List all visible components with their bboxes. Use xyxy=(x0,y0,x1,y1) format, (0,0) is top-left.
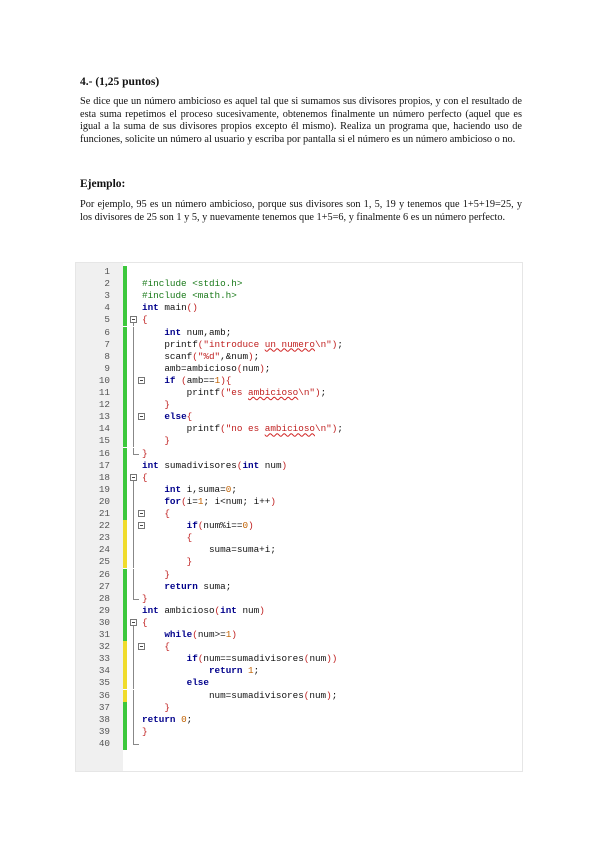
fold-guide xyxy=(129,569,143,581)
code-text: printf("es ambicioso\n"); xyxy=(142,387,327,398)
code-text: int sumadivisores(int num) xyxy=(142,459,288,471)
fold-end xyxy=(129,448,143,460)
fold-guide xyxy=(129,327,143,339)
code-text: { xyxy=(142,314,148,326)
change-marker xyxy=(123,266,127,278)
change-marker xyxy=(123,653,127,665)
line-number: 1 xyxy=(104,266,110,277)
line-number: 4 xyxy=(104,302,110,314)
code-line xyxy=(76,484,522,496)
change-marker xyxy=(123,339,127,351)
change-marker xyxy=(123,617,127,629)
code-line xyxy=(76,569,522,581)
change-marker xyxy=(123,387,127,399)
change-marker xyxy=(123,351,127,363)
change-marker xyxy=(123,593,127,605)
code-line xyxy=(76,738,522,750)
line-number: 32 xyxy=(98,641,110,653)
line-number: 10 xyxy=(98,374,110,386)
line-number: 27 xyxy=(98,580,110,592)
code-line xyxy=(76,714,522,726)
change-marker xyxy=(123,690,127,702)
fold-guide xyxy=(129,423,143,435)
line-number: 13 xyxy=(98,411,110,423)
code-line xyxy=(76,339,522,351)
code-text: int main() xyxy=(142,302,198,314)
line-number: 29 xyxy=(98,604,110,616)
change-marker xyxy=(123,677,127,689)
line-number: 23 xyxy=(98,532,110,544)
code-text: } xyxy=(164,435,170,447)
fold-guide xyxy=(129,532,143,544)
line-number: 33 xyxy=(98,653,110,665)
fold-end xyxy=(129,593,143,605)
change-marker xyxy=(123,665,127,677)
code-text: { xyxy=(164,508,170,519)
change-marker xyxy=(123,435,127,447)
code-line xyxy=(76,363,522,375)
code-line xyxy=(76,702,522,714)
line-number: 37 xyxy=(98,701,110,713)
line-number: 9 xyxy=(104,362,110,374)
line-number: 40 xyxy=(98,737,110,749)
line-number: 31 xyxy=(98,629,110,640)
change-marker xyxy=(123,726,127,738)
change-marker xyxy=(123,714,127,726)
code-line xyxy=(76,411,522,423)
change-marker xyxy=(123,641,127,653)
change-marker xyxy=(123,544,127,556)
code-line xyxy=(76,653,522,665)
code-text: } xyxy=(164,568,170,580)
change-marker xyxy=(123,520,127,532)
change-marker xyxy=(123,448,127,460)
code-line xyxy=(76,605,522,617)
code-text: else{ xyxy=(164,411,193,423)
code-line xyxy=(76,593,522,605)
code-line xyxy=(76,302,522,314)
line-number: 24 xyxy=(98,544,110,556)
line-number: 26 xyxy=(98,568,110,580)
line-number: 7 xyxy=(104,338,110,350)
fold-toggle[interactable] xyxy=(129,520,143,532)
code-text: } xyxy=(142,725,148,737)
change-marker xyxy=(123,314,127,326)
change-marker xyxy=(123,496,127,508)
change-marker xyxy=(123,581,127,593)
fold-toggle[interactable] xyxy=(129,641,143,653)
fold-guide xyxy=(129,665,143,677)
fold-guide xyxy=(129,581,143,593)
code-text: { xyxy=(186,532,193,544)
code-line xyxy=(76,665,522,677)
code-line xyxy=(76,496,522,508)
code-text: } xyxy=(142,447,148,459)
fold-guide xyxy=(129,484,143,496)
code-text: else xyxy=(186,677,209,689)
code-line xyxy=(76,641,522,653)
change-marker xyxy=(123,508,127,520)
code-line xyxy=(76,375,522,387)
change-marker xyxy=(123,327,127,339)
fold-guide xyxy=(129,677,143,689)
code-line xyxy=(76,290,522,302)
change-marker xyxy=(123,423,127,435)
code-line xyxy=(76,351,522,363)
line-number: 34 xyxy=(98,665,110,677)
code-line xyxy=(76,460,522,472)
code-text: } xyxy=(186,556,193,568)
code-text: printf("introduce un numero\n"); xyxy=(142,338,343,350)
change-marker xyxy=(123,702,127,714)
change-marker xyxy=(123,411,127,423)
code-line xyxy=(76,677,522,689)
line-number: 19 xyxy=(98,483,110,495)
code-line xyxy=(76,617,522,629)
line-number: 15 xyxy=(98,435,110,447)
change-marker xyxy=(123,399,127,411)
line-number: 17 xyxy=(98,459,110,471)
line-number: 30 xyxy=(98,616,110,628)
fold-toggle[interactable] xyxy=(129,617,143,629)
line-number: 8 xyxy=(104,350,110,362)
fold-guide xyxy=(129,351,143,363)
fold-guide xyxy=(129,339,143,351)
line-number: 22 xyxy=(98,520,110,532)
code-text: } xyxy=(142,592,148,604)
code-text: { xyxy=(142,616,148,628)
fold-guide xyxy=(129,556,143,568)
line-number: 38 xyxy=(98,713,110,725)
code-text: } xyxy=(164,701,170,713)
code-line xyxy=(76,435,522,447)
line-number: 28 xyxy=(98,592,110,604)
change-marker xyxy=(123,738,127,750)
code-line xyxy=(76,520,522,532)
code-line xyxy=(76,423,522,435)
exercise-heading: 4.- (1,25 puntos) xyxy=(80,76,160,88)
fold-guide xyxy=(129,629,143,641)
line-number: 6 xyxy=(104,326,110,338)
fold-guide xyxy=(129,387,143,399)
fold-guide xyxy=(129,702,143,714)
code-text: return 0; xyxy=(142,713,193,725)
fold-guide xyxy=(129,496,143,508)
line-number: 14 xyxy=(98,423,110,435)
code-line xyxy=(76,532,522,544)
code-text: int num,amb; xyxy=(164,326,232,338)
line-number: 25 xyxy=(98,556,110,568)
fold-guide xyxy=(129,690,143,702)
code-text: return suma; xyxy=(164,580,232,592)
line-number: 18 xyxy=(98,471,110,483)
change-marker xyxy=(123,569,127,581)
code-line xyxy=(76,387,522,399)
code-text: num=sumadivisores(num); xyxy=(142,689,338,701)
code-line xyxy=(76,556,522,568)
fold-guide xyxy=(129,726,143,738)
code-editor-panel xyxy=(75,262,523,772)
change-marker xyxy=(123,532,127,544)
collapse-icon[interactable] xyxy=(130,316,137,323)
code-line xyxy=(76,629,522,641)
line-number: 35 xyxy=(98,677,110,689)
fold-toggle[interactable] xyxy=(129,508,143,520)
line-number: 11 xyxy=(98,387,110,398)
code-text: if(num%i==0) xyxy=(186,520,254,532)
code-text: int i,suma=0; xyxy=(164,483,237,495)
fold-toggle[interactable] xyxy=(129,375,143,387)
code-line xyxy=(76,266,522,278)
code-text: amb=ambicioso(num); xyxy=(142,362,271,374)
code-line xyxy=(76,726,522,738)
code-line xyxy=(76,472,522,484)
collapse-icon[interactable] xyxy=(130,474,137,481)
code-text: scanf("%d",&num); xyxy=(142,350,260,362)
code-text: printf("no es ambicioso\n"); xyxy=(142,423,343,435)
line-number: 16 xyxy=(98,447,110,459)
code-text: int ambicioso(int num) xyxy=(142,604,265,616)
fold-guide xyxy=(129,653,143,665)
change-marker xyxy=(123,302,127,314)
change-marker xyxy=(123,460,127,472)
line-number: 3 xyxy=(104,290,110,302)
code-text: #include <stdio.h> xyxy=(142,278,243,290)
fold-toggle[interactable] xyxy=(129,411,143,423)
line-number: 21 xyxy=(98,508,110,519)
code-line xyxy=(76,581,522,593)
code-line xyxy=(76,544,522,556)
change-marker xyxy=(123,363,127,375)
fold-toggle[interactable] xyxy=(129,472,143,484)
fold-guide xyxy=(129,714,143,726)
change-marker xyxy=(123,472,127,484)
code-text: return 1; xyxy=(208,665,260,677)
code-text: } xyxy=(164,399,170,411)
example-paragraph: Por ejemplo, 95 es un número ambicioso, porque sus divisores son 1, 5, 19 y tenemos que 1+5+19=25, y los divisores de 25 son 1 y 5, y nuevamente tenemos que 1+5=6, y finalmente 6 es un número perfecto. xyxy=(80,199,522,223)
fold-guide xyxy=(129,363,143,375)
code-text: for(i=1; i<num; i++) xyxy=(164,495,276,507)
code-text: #include <math.h> xyxy=(142,290,237,302)
change-marker xyxy=(123,556,127,568)
example-heading: Ejemplo: xyxy=(80,178,126,190)
change-marker xyxy=(123,375,127,387)
change-marker xyxy=(123,629,127,641)
code-text: suma=suma+i; xyxy=(142,544,276,556)
code-text: { xyxy=(164,641,170,653)
line-number: 2 xyxy=(104,278,110,290)
code-line xyxy=(76,690,522,702)
code-text: while(num>=1) xyxy=(164,629,237,640)
change-marker xyxy=(123,605,127,617)
code-text: if(num==sumadivisores(num)) xyxy=(186,653,338,665)
fold-end xyxy=(129,738,143,750)
change-marker xyxy=(123,290,127,302)
exercise-paragraph: Se dice que un número ambicioso es aquel tal que si sumamos sus divisores propios, y con el resultado de esta suma repetimos el proceso sucesivamente, obtenemos finalmente un número perfecto (aquel que es igual a la suma de sus divisores propios excepto él mismo). Realiza un programa que, haciendo uso de funciones, solicite un número al usuario y escriba por pantalla si el número es un número ambicioso o no. xyxy=(80,96,522,145)
fold-toggle[interactable] xyxy=(129,314,143,326)
code-line xyxy=(76,327,522,339)
code-text: if (amb==1){ xyxy=(164,374,232,386)
fold-guide xyxy=(129,435,143,447)
fold-guide xyxy=(129,399,143,411)
code-line xyxy=(76,399,522,411)
collapse-icon[interactable] xyxy=(130,619,137,626)
code-line xyxy=(76,278,522,290)
code-line xyxy=(76,448,522,460)
fold-guide xyxy=(129,544,143,556)
line-number: 12 xyxy=(98,399,110,411)
change-marker xyxy=(123,278,127,290)
change-marker xyxy=(123,484,127,496)
code-line xyxy=(76,508,522,520)
line-number: 39 xyxy=(98,725,110,737)
line-number: 36 xyxy=(98,689,110,701)
line-number: 20 xyxy=(98,495,110,507)
line-number: 5 xyxy=(104,314,110,326)
code-text: { xyxy=(142,471,148,483)
code-line xyxy=(76,314,522,326)
